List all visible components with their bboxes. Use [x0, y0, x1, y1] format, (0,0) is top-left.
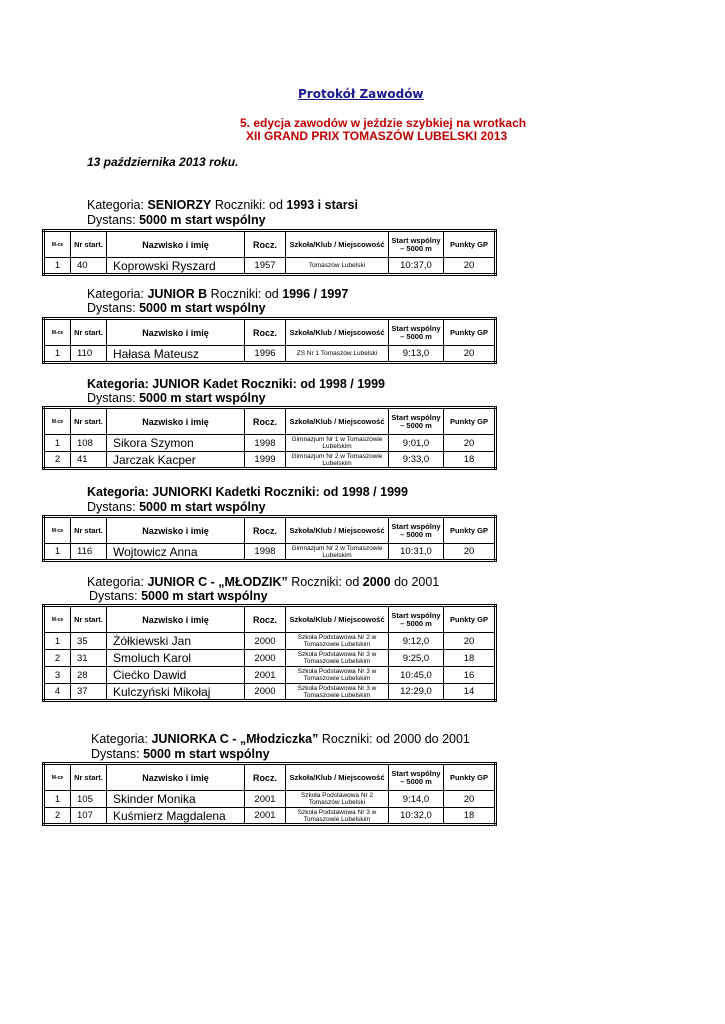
- points-cell: 14: [444, 684, 496, 701]
- year-cell: 1999: [245, 452, 286, 469]
- years-prefix: Roczniki: od: [207, 287, 283, 301]
- header-cell-club: Szkoła/Klub / Miejscowość: [286, 319, 389, 346]
- place-cell: 1: [44, 346, 71, 363]
- time-cell: 9:01,0: [389, 435, 444, 452]
- start-number-cell: 105: [71, 791, 107, 808]
- club-cell: Tomaszów Lubelski: [286, 258, 389, 275]
- start-number-cell: 31: [71, 650, 107, 667]
- results-table: [42, 515, 497, 562]
- distance-prefix: Dystans:: [87, 391, 140, 405]
- name-cell: Kulczyński Mikołaj: [107, 684, 245, 701]
- start-number-cell: 108: [71, 435, 107, 452]
- table-row: [44, 684, 496, 701]
- header-cell-points: Punkty GP: [444, 764, 496, 791]
- name-cell: Koprowski Ryszard: [107, 258, 245, 275]
- name-cell: Wojtowicz Anna: [107, 544, 245, 561]
- place-cell: 2: [44, 650, 71, 667]
- header-cell-name: Nazwisko i imię: [107, 231, 245, 258]
- year-cell: 2000: [245, 650, 286, 667]
- header-cell-rocz: Rocz.: [245, 319, 286, 346]
- club-cell: Szkoła Podstawowa Nr 2 Tomaszów Lubelski: [286, 791, 389, 808]
- time-cell: 10:31,0: [389, 544, 444, 561]
- distance-value: 5000 m start wspólny: [139, 391, 266, 405]
- distance-prefix: Dystans:: [87, 301, 140, 315]
- table-row: [44, 452, 496, 469]
- start-number-cell: 107: [71, 808, 107, 825]
- category-prefix: Kategoria:: [87, 198, 148, 212]
- category-prefix: Kategoria:: [87, 377, 153, 391]
- category-name: JUNIOR C - „MŁODZIK”: [147, 575, 288, 589]
- header-cell-name: Nazwisko i imię: [107, 319, 245, 346]
- header-cell-name: Nazwisko i imię: [107, 517, 245, 544]
- club-cell: Szkoła Podstawowa Nr 3 w Tomaszowie Lubelskim: [286, 684, 389, 701]
- header-cell-mce: M-ce: [44, 319, 71, 346]
- header-cell-nr: Nr start.: [71, 231, 107, 258]
- place-cell: 2: [44, 452, 71, 469]
- category-name: JUNIORKI Kadetki Roczniki: od 1998 / 1999: [152, 485, 408, 499]
- club-cell: Gimnazjum Nr 2 w Tomaszowie Lubelskim: [286, 544, 389, 561]
- event-date: 13 października 2013 roku.: [87, 155, 239, 169]
- table-row: [44, 808, 496, 825]
- header-cell-mce: M-ce: [44, 606, 71, 633]
- header-cell-nr: Nr start.: [71, 606, 107, 633]
- table-row: [44, 258, 496, 275]
- table-row: [44, 435, 496, 452]
- header-cell-nr: Nr start.: [71, 319, 107, 346]
- club-cell: ZS Nr 1 Tomaszów Lubelski: [286, 346, 389, 363]
- points-cell: 20: [444, 544, 496, 561]
- name-cell: Hałasa Mateusz: [107, 346, 245, 363]
- category-line: [87, 575, 439, 589]
- place-cell: 1: [44, 791, 71, 808]
- header-cell-nr: Nr start.: [71, 408, 107, 435]
- distance-prefix: Dystans:: [89, 589, 142, 603]
- header-cell-club: Szkoła/Klub / Miejscowość: [286, 408, 389, 435]
- points-cell: 18: [444, 452, 496, 469]
- start-number-cell: 37: [71, 684, 107, 701]
- results-table: [42, 317, 497, 364]
- points-cell: 16: [444, 667, 496, 684]
- header-cell-points: Punkty GP: [444, 319, 496, 346]
- header-cell-points: Punkty GP: [444, 606, 496, 633]
- category-line: [87, 377, 385, 391]
- time-cell: 10:45,0: [389, 667, 444, 684]
- distance-line: [89, 589, 268, 603]
- time-cell: 9:13,0: [389, 346, 444, 363]
- points-cell: 20: [444, 633, 496, 650]
- start-number-cell: 35: [71, 633, 107, 650]
- place-cell: 1: [44, 435, 71, 452]
- header-cell-club: Szkoła/Klub / Miejscowość: [286, 606, 389, 633]
- category-prefix: Kategoria:: [87, 287, 148, 301]
- table-row: [44, 544, 496, 561]
- table-row: [44, 791, 496, 808]
- category-line: [87, 287, 348, 301]
- header-cell-name: Nazwisko i imię: [107, 764, 245, 791]
- header-cell-club: Szkoła/Klub / Miejscowość: [286, 764, 389, 791]
- name-cell: Żółkiewski Jan: [107, 633, 245, 650]
- time-cell: 9:33,0: [389, 452, 444, 469]
- results-table: [42, 406, 497, 470]
- year-cell: 1996: [245, 346, 286, 363]
- header-row: [44, 606, 496, 633]
- header-cell-points: Punkty GP: [444, 408, 496, 435]
- results-table: [42, 762, 497, 826]
- header-cell-start: Start wspólny – 5000 m: [389, 517, 444, 544]
- table-row: [44, 633, 496, 650]
- distance-line: [87, 391, 266, 405]
- edition-line-2: XII GRAND PRIX TOMASZÓW LUBELSKI 2013: [246, 129, 508, 143]
- edition-line-1: 5. edycja zawodów w jeździe szybkiej na wrotkach: [240, 116, 527, 130]
- name-cell: Skinder Monika: [107, 791, 245, 808]
- table-row: [44, 650, 496, 667]
- years-value: 1993 i starsi: [286, 198, 358, 212]
- time-cell: 9:14,0: [389, 791, 444, 808]
- table-row: [44, 346, 496, 363]
- club-cell: Gimnazjum Nr 1 w Tomaszowie Lubelskim: [286, 435, 389, 452]
- name-cell: Jarczak Kacper: [107, 452, 245, 469]
- header-cell-mce: M-ce: [44, 408, 71, 435]
- year-cell: 1998: [245, 544, 286, 561]
- header-cell-club: Szkoła/Klub / Miejscowość: [286, 231, 389, 258]
- name-cell: Ciećko Dawid: [107, 667, 245, 684]
- place-cell: 2: [44, 808, 71, 825]
- category-line: [87, 485, 408, 499]
- distance-prefix: Dystans:: [87, 213, 140, 227]
- year-cell: 2000: [245, 684, 286, 701]
- year-cell: 2000: [245, 633, 286, 650]
- category-name: JUNIORKA C - „Młodziczka”: [151, 732, 319, 746]
- header-cell-points: Punkty GP: [444, 231, 496, 258]
- time-cell: 10:37,0: [389, 258, 444, 275]
- header-cell-start: Start wspólny – 5000 m: [389, 606, 444, 633]
- header-cell-mce: M-ce: [44, 231, 71, 258]
- club-cell: Gimnazjum Nr 2 w Tomaszowie Lubelskim: [286, 452, 389, 469]
- category-prefix: Kategoria:: [87, 575, 148, 589]
- header-cell-start: Start wspólny – 5000 m: [389, 319, 444, 346]
- header-cell-club: Szkoła/Klub / Miejscowość: [286, 517, 389, 544]
- header-cell-name: Nazwisko i imię: [107, 408, 245, 435]
- start-number-cell: 28: [71, 667, 107, 684]
- time-cell: 9:25,0: [389, 650, 444, 667]
- header-cell-rocz: Rocz.: [245, 517, 286, 544]
- place-cell: 3: [44, 667, 71, 684]
- years-prefix: Roczniki: od: [287, 575, 363, 589]
- name-cell: Smoluch Karol: [107, 650, 245, 667]
- results-table: [42, 604, 497, 702]
- header-cell-nr: Nr start.: [71, 764, 107, 791]
- header-row: [44, 231, 496, 258]
- club-cell: Szkoła Podstawowa Nr 3 w Tomaszowie Lubelskim: [286, 667, 389, 684]
- place-cell: 1: [44, 544, 71, 561]
- start-number-cell: 110: [71, 346, 107, 363]
- time-cell: 9:12,0: [389, 633, 444, 650]
- years-prefix: Roczniki: od 2000 do 2001: [318, 732, 470, 746]
- start-number-cell: 41: [71, 452, 107, 469]
- name-cell: Sikora Szymon: [107, 435, 245, 452]
- start-number-cell: 116: [71, 544, 107, 561]
- header-cell-start: Start wspólny – 5000 m: [389, 764, 444, 791]
- header-cell-rocz: Rocz.: [245, 408, 286, 435]
- points-cell: 20: [444, 435, 496, 452]
- results-table: [42, 229, 497, 276]
- header-row: [44, 517, 496, 544]
- years-value: 1996 / 1997: [282, 287, 349, 301]
- distance-value: 5000 m start wspólny: [143, 747, 270, 761]
- place-cell: 1: [44, 258, 71, 275]
- distance-line: [87, 500, 266, 514]
- distance-value: 5000 m start wspólny: [139, 500, 266, 514]
- distance-line: [91, 747, 270, 761]
- distance-line: [87, 301, 266, 315]
- header-cell-start: Start wspólny – 5000 m: [389, 231, 444, 258]
- points-cell: 18: [444, 650, 496, 667]
- distance-value: 5000 m start wspólny: [141, 589, 268, 603]
- table-row: [44, 667, 496, 684]
- header-cell-start: Start wspólny – 5000 m: [389, 408, 444, 435]
- time-cell: 12:29,0: [389, 684, 444, 701]
- year-cell: 2001: [245, 808, 286, 825]
- header-cell-rocz: Rocz.: [245, 606, 286, 633]
- club-cell: Szkoła Podstawowa Nr 3 w Tomaszowie Lubelskim: [286, 650, 389, 667]
- distance-line: [87, 213, 266, 227]
- club-cell: Szkoła Podstawowa Nr 3 w Tomaszowie Lubelskim: [286, 808, 389, 825]
- points-cell: 20: [444, 258, 496, 275]
- category-prefix: Kategoria:: [87, 485, 153, 499]
- header-cell-mce: M-ce: [44, 764, 71, 791]
- header-row: [44, 319, 496, 346]
- year-cell: 1998: [245, 435, 286, 452]
- year-cell: 2001: [245, 667, 286, 684]
- years-value: 2000: [362, 575, 391, 589]
- points-cell: 20: [444, 346, 496, 363]
- year-cell: 1957: [245, 258, 286, 275]
- category-name: SENIORZY: [147, 198, 212, 212]
- time-cell: 10:32,0: [389, 808, 444, 825]
- category-name: JUNIOR Kadet Roczniki: od 1998 / 1999: [152, 377, 386, 391]
- year-cell: 2001: [245, 791, 286, 808]
- years-prefix: Roczniki: od: [211, 198, 287, 212]
- header-cell-nr: Nr start.: [71, 517, 107, 544]
- header-row: [44, 408, 496, 435]
- place-cell: 1: [44, 633, 71, 650]
- header-cell-points: Punkty GP: [444, 517, 496, 544]
- header-cell-name: Nazwisko i imię: [107, 606, 245, 633]
- page-title: Protokół Zawodów: [298, 87, 424, 101]
- points-cell: 18: [444, 808, 496, 825]
- category-line: [87, 198, 358, 212]
- name-cell: Kuśmierz Magdalena: [107, 808, 245, 825]
- header-row: [44, 764, 496, 791]
- distance-value: 5000 m start wspólny: [139, 301, 266, 315]
- start-number-cell: 40: [71, 258, 107, 275]
- category-prefix: Kategoria:: [91, 732, 152, 746]
- category-line: [91, 732, 470, 746]
- distance-value: 5000 m start wspólny: [139, 213, 266, 227]
- header-cell-rocz: Rocz.: [245, 231, 286, 258]
- place-cell: 4: [44, 684, 71, 701]
- years-suffix: do 2001: [390, 575, 440, 589]
- distance-prefix: Dystans:: [91, 747, 144, 761]
- header-cell-rocz: Rocz.: [245, 764, 286, 791]
- points-cell: 20: [444, 791, 496, 808]
- category-name: JUNIOR B: [147, 287, 208, 301]
- header-cell-mce: M-ce: [44, 517, 71, 544]
- club-cell: Szkoła Podstawowa Nr 2 w Tomaszowie Lubelskim: [286, 633, 389, 650]
- distance-prefix: Dystans:: [87, 500, 140, 514]
